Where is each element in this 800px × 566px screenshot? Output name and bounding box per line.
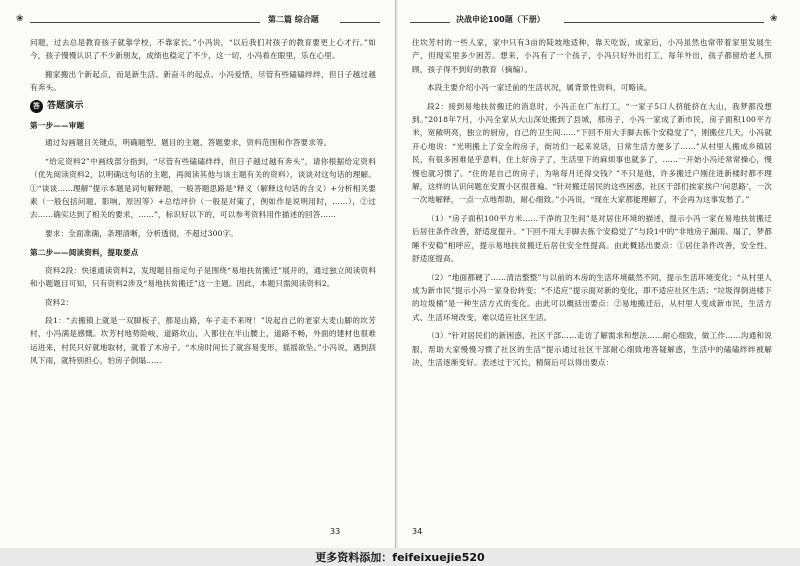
right-header-title: 决战申论100题（下册）: [456, 15, 545, 24]
left-body: [30, 36, 376, 373]
section-title: 答题演示: [47, 100, 84, 111]
paragraph: 通过勾画题目关键点，明确题型、题目的主题、答题要求，资料范围和作答要求等。: [45, 138, 332, 148]
footer-watermark-text: 更多资料添加：feifeixuejie520: [0, 549, 800, 566]
paragraph: （3）“针对居民们的新困惑，社区干部……走访了解需求和想法……耐心细致，做工作……沟通和说服，帮助大家慢慢习惯了社区的生活”提示通过社区干部耐心细致地答疑解惑，生活中的磕磕绊绊被解决，生活逐渐变好。表述过于冗长，精简后可以得出要点：: [412, 331, 772, 367]
paragraph: 搬家搬出个新起点，而是新生活、新奋斗的起点。小冯爱惜，尽管有些磕磕绊绊，但日子越过越有奔头。: [30, 69, 376, 93]
paragraph: “给定资料2”中画线部分指到，“尽管有些磕磕绊绊，但日子越过越有奔头”，请你根据给定资料（优先阅读资料2，以明确这句话的主题，再阅读其他与该主题有关的资料），谈谈对这句话的理解。①“谈谈……理解”提示本题是词句解释题，一般答题思路是“释义（解释这句话的含义）+分析相关要素（一般包括问题、影响、原因等）+总结评价（一般是对策了，例如作是说明用时，……），②过去……确实达到了相关的要求，……”，标识好以下的，可以参考资料用作描述的回答……: [30, 156, 376, 220]
paragraph: 问题，过去总是教育孩子就靠学校，不靠家长。”小冯说，“以后我们对孩子的教育要更上心才行。”如今，孩子慢慢认识了不少新朋友，成绩也稳定了不少，这一切，小冯看在眼里，乐在心里。: [30, 38, 376, 61]
header-rule: [564, 22, 764, 23]
page-number: 33: [330, 527, 341, 536]
paragraph: 资料2：: [45, 297, 74, 307]
paragraph: 段1：“去搬镇上就是一双脚板子，都是山路，车子走不来呀！”说起自己的老家大麦山脚的坎芳村，小冯满是感慨。坎芳村地势险峻，道路坎山，人都住在半山腰上，道路不畅，外面的建材也很难运进来，村民只好就地取材，就着了木房子。“木房时间长了就容易变形，摇摇欲坠。”小冯说，遇到刮风下雨，就特别担心，怕房子倒塌……: [30, 315, 376, 366]
right-page: [398, 0, 800, 548]
header-ornament-icon: ❀: [16, 14, 24, 24]
page-number: 34: [412, 527, 423, 536]
step2-title: 第二步——阅读资料，提取要点: [30, 248, 139, 258]
answer-demo-icon: 答: [30, 100, 43, 113]
paragraph: 住坎芳村的一些人家，家中只有3亩的陡坡地适种，靠天吃饭，成家后，小冯虽然也常带着家里发展生产，但现实里多少困苦。想来，小冯有了一个孩子，小冯只好外出打工，每年外出，孩子都留给老人照顾，孩子得不到好的教育（摘编）。: [412, 38, 772, 74]
section-heading: [30, 100, 376, 113]
right-body: [412, 36, 772, 374]
paragraph: （2）“地面都硬了……清洁整整”与以前的木房的生活环境截然不同，提示生活环境变化；“从村里人成为新市民”提示小冯一家身份转变；“不适应”提示面对新的变化，即不适应社区生活；“垃圾得倒进楼下的垃圾桶”是一种生活方式的变化。由此可以概括出要点：②易地搬迁后，从村里人变成新市民，生活方式、生活环境改变，难以适应社区生活。: [412, 272, 772, 322]
paragraph: 本段主要介绍小冯一家迁前的生活状况，属背景性资料，可略读。: [427, 83, 652, 93]
header-rule: [340, 22, 380, 23]
paragraph: （1）“房子面积100平方米……干净的卫生间”是对居住环境的描述，提示小冯一家在易地扶贫搬迁后居住条件改善，舒适度提升。“下回不用大手脚去拣个安稳觉了”与段1中的“非地房子漏雨、塌了，梦都睡不安稳”相呼应，提示易地扶贫搬迁后居住安全性提高。由此概括出要点：①居住条件改善，安全性、舒适度提高。: [412, 213, 772, 264]
paragraph: 段2：接到易地扶贫搬迁的消息时，小冯正在广东打工，“一家子5口人挤能挤在大山，我梦都没想到。”2018年7月，小冯全家从大山深处搬到了县城，那房子，小冯一家成了新市民，房子面积100平方米，宽敞明亮，独立的厨房，自己的卫生间……“下回不用大手脚去拣个安稳觉了”，刚搬住几天，小冯就开心地说：“光明搬上了安全的房子，街坊们一起来说话，日常生活方便多了……”从村里人搬成乡镇居民，有很多困难是乎意料，住上好房子了，生活里下的麻烦事也就多了，……一开始小冯还常常操心，慢慢也就习惯了。“住的是自己的房子，为啥每月还得交钱？”不只是他，许多搬迁户刚住进新楼时都不理解，这样的认识问题在安置小区很普遍。“针对搬迁居民的这些困惑，社区干部们挨家挨户‘问思路’，一次一次地解释，一点一点地帮助，耐心细致。”小冯说，“现在大家都能理解了，不会再为这事发愁了。”: [412, 101, 772, 205]
left-page: [0, 0, 396, 548]
step1-title: 第一步——审题: [30, 121, 85, 131]
left-header-title: 第二篇 综合题: [268, 15, 319, 24]
header-rule: [410, 22, 450, 23]
header-ornament-icon: ❀: [770, 14, 778, 24]
header-rule: [30, 22, 260, 23]
paragraph: 资料2段：快速通读资料2，发现题目指定句子是围绕“易地扶贫搬迁”展开的，通过独立阅读资料和小题题目可知，只有资料2涉及“易地扶贫搬迁”这一主题。因此，本题只需阅读资料2。: [30, 265, 376, 289]
paragraph: 要求：全面准确，条理清晰，分析透彻，不超过300字。: [45, 228, 239, 238]
